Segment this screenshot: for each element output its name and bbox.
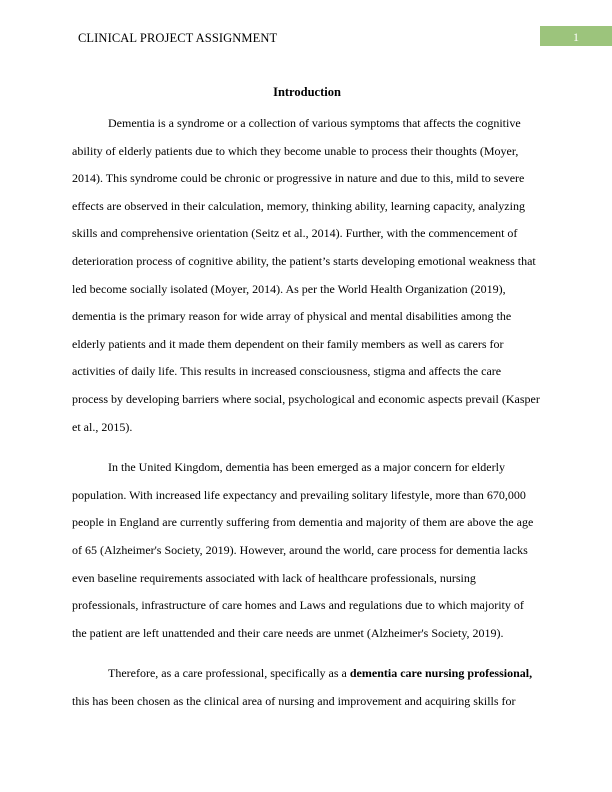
paragraph-line: led become socially isolated (Moyer, 2014). As per the World Health Organization (2019), <box>72 281 506 296</box>
paragraph-line: ability of elderly patients due to which they become unable to process their thoughts (Moyer, <box>72 143 519 158</box>
paragraph-line: et al., 2015). <box>72 419 133 434</box>
paragraph-dementia-overview <box>72 110 542 441</box>
paragraph-line: dementia is the primary reason for wide array of physical and mental disabilities among the <box>72 309 512 324</box>
paragraph-line: In the United Kingdom, dementia has been emerged as a major concern for elderly <box>108 460 505 475</box>
paragraph-line: Dementia is a syndrome or a collection of various symptoms that affects the cognitive <box>108 116 521 130</box>
paragraph-line: deterioration process of cognitive ability, the patient’s starts developing emotional weakness that <box>72 253 536 268</box>
paragraph-line: professionals, infrastructure of care homes and Laws and regulations due to which majority of <box>72 598 524 613</box>
paragraph-line: the patient are left unattended and their care needs are unmet (Alzheimer's Society, 2019). <box>72 625 504 640</box>
paragraph-line: of 65 (Alzheimer's Society, 2019). However, around the world, care process for dementia lacks <box>72 542 528 557</box>
section-heading: Introduction <box>273 85 341 99</box>
paragraph-line: this has been chosen as the clinical area of nursing and improvement and acquiring skills for <box>72 693 516 708</box>
paragraph-line: effects are observed in their calculation, memory, thinking ability, learning capacity, analyzing <box>72 198 525 213</box>
page-number-badge <box>540 26 612 46</box>
running-head-title: CLINICAL PROJECT ASSIGNMENT <box>78 31 278 45</box>
paragraph-professional-focus <box>72 660 542 715</box>
paragraph-line <box>72 660 542 688</box>
paragraph-line: activities of daily life. This results in increased consciousness, stigma and affects the care <box>72 364 502 379</box>
paragraph-line: process by developing barriers where social, psychological and economic aspects prevail (Kasper <box>72 391 540 406</box>
paragraph-line: skills and comprehensive orientation (Seitz et al., 2014). Further, with the commencement of <box>72 226 518 241</box>
page-header <box>0 0 612 50</box>
paragraph-text-prefix: Therefore, as a care professional, specifically as a <box>108 666 350 681</box>
paragraph-uk-context <box>72 454 542 647</box>
paragraph-line: population. With increased life expectancy and prevailing solitary lifestyle, more than 670,000 <box>72 487 526 502</box>
page-number: 1 <box>573 30 579 44</box>
paragraph-line: 2014). This syndrome could be chronic or progressive in nature and due to this, mild to severe <box>72 171 525 186</box>
document-body <box>72 72 542 715</box>
paragraph-line: people in England are currently suffering from dementia and majority of them are above the age <box>72 515 534 530</box>
emphasized-role: dementia care nursing professional, <box>349 666 533 681</box>
paragraph-line: elderly patients and it made them dependent on their family members as well as carers for <box>72 336 504 351</box>
paragraph-line: even baseline requirements associated with lack of healthcare professionals, nursing <box>72 570 476 585</box>
